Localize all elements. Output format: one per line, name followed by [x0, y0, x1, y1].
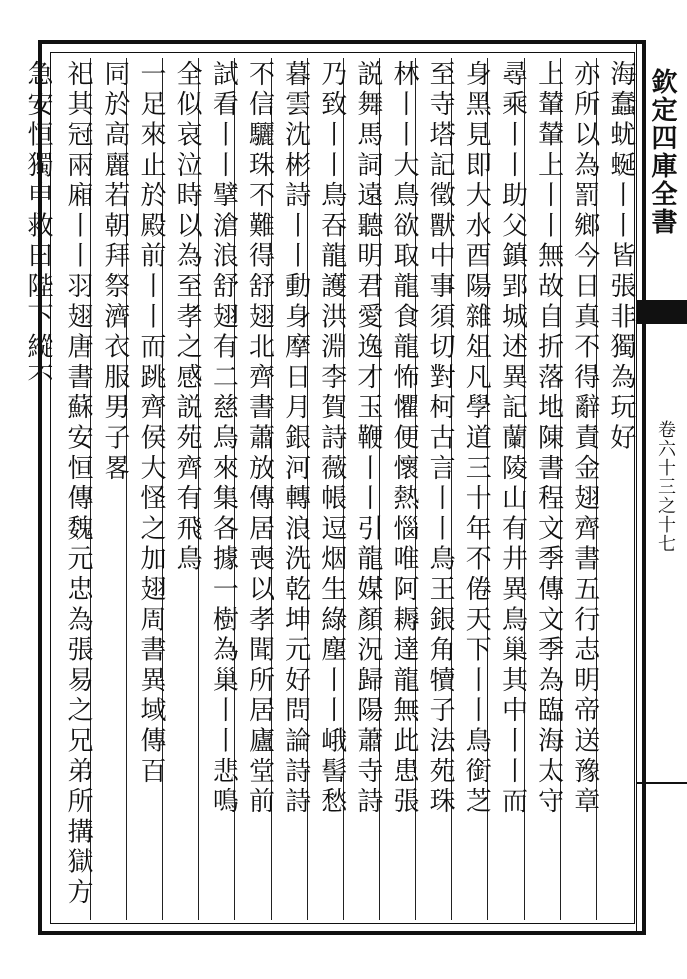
text-column: [23, 58, 93, 920]
column-text: 至寺塔記徵獸中事須切對柯古言丨丨鳥王銀角犢子法苑珠: [425, 60, 456, 818]
column-text: 林丨丨大鳥欲取龍食龍怖懼便懷熱惱唯阿耨達龍無此患張: [389, 60, 420, 818]
column-text: 同於高麗若朝拜祭濟衣服男子畧: [99, 60, 130, 485]
fishtail-rule: [636, 782, 687, 784]
margin-book-title: 欽定四庫全書: [647, 68, 677, 236]
column-text: 暮雲沈彬詩丨丨動身摩日月銀河轉浪洗乾坤元好問論詩詩: [280, 60, 311, 818]
text-columns: [23, 58, 636, 920]
column-text: 一足來止於殿前丨丨而跳齊侯大怪之加翅周書異域傳百: [136, 60, 167, 788]
column-text: 不信驪珠不難得舒翅北齊書蕭放傳居喪以孝聞所居廬堂前: [244, 60, 275, 818]
column-text: 上輦輦上丨丨無故自折落地陳書程文季傳文季為臨海太守: [533, 60, 564, 818]
column-text: 祀其冠兩廂丨丨羽翅唐書蘇安恒傳魏元忠為張易之兄弟所搆獄方急安恒獨申救曰陛下縱不: [23, 60, 93, 909]
column-text: 全似哀泣時以為至孝之感説苑齊有飛鳥: [172, 60, 203, 576]
column-text: 亦所以為罰鄉今日真不得辭責金翅齊書五行志明帝送豫章: [569, 60, 600, 818]
column-text: 試看丨丨擘滄浪舒翅有二慈烏來集各據一樹為巢丨丨悲鳴: [208, 60, 239, 818]
column-text: 身黑見即大水酉陽雜俎凡學道三十年不倦天下丨丨鳥銜芝: [461, 60, 492, 818]
fishtail-mark: [636, 300, 687, 324]
margin-volume-label: 卷六十三之十七: [655, 420, 676, 553]
column-text: 説舞馬詞遠聽明君愛逸才玉鞭丨丨引龍媒顏況歸陽蕭寺詩: [352, 60, 383, 818]
column-text: 乃致丨丨鳥吞龍護洪淵李賀詩薇帳逗烟生綠塵丨丨峨髻愁: [316, 60, 347, 818]
column-text: 尋乘丨丨助父鎮郢城述異記蘭陵山有井異鳥巢其中丨丨而: [497, 60, 528, 818]
column-text: 海蠢蚘蜒丨丨皆張非獨為玩好: [605, 60, 636, 454]
